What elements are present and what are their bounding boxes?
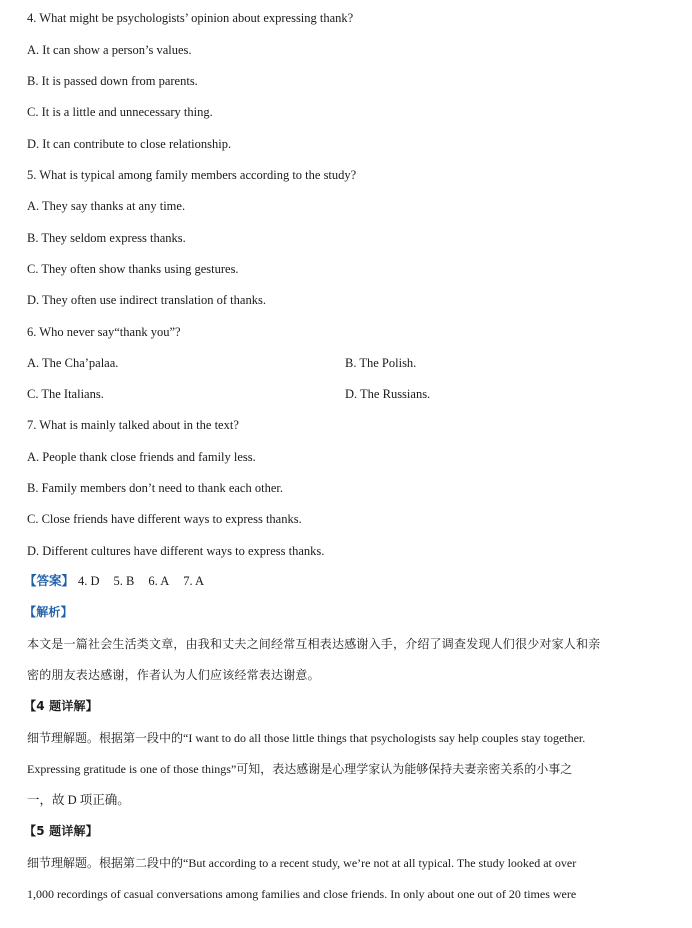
answer-tag: 【答案】: [24, 574, 75, 588]
q4-option-b: B. It is passed down from parents.: [27, 74, 198, 88]
q5-option-b: B. They seldom express thanks.: [27, 231, 186, 245]
detail-4-tag: 【4 题详解】: [24, 699, 98, 713]
q5-option-c: C. They often show thanks using gestures.: [27, 262, 239, 276]
q7-option-c: C. Close friends have different ways to express thanks.: [27, 512, 302, 526]
answer-6: 6. A: [148, 574, 170, 588]
question-6: 6. Who never say“thank you”?: [27, 325, 181, 339]
q6-option-b: B. The Polish.: [345, 356, 417, 370]
detail-4-line-1: 细节理解题。根据第一段中的“I want to do all those little things that psychologists say help couples stay together.: [27, 731, 586, 745]
answer-5: 5. B: [113, 574, 135, 588]
q4-option-c: C. It is a little and unnecessary thing.: [27, 105, 213, 119]
analysis-line-2: 密的朋友表达感谢，作者认为人们应该经常表达谢意。: [27, 668, 320, 682]
detail-5-tag: 【5 题详解】: [24, 824, 98, 838]
question-7: 7. What is mainly talked about in the text?: [27, 418, 239, 432]
detail-5-line-1: 细节理解题。根据第二段中的“But according to a recent study, we’re not at all typical. The study looked at over: [27, 856, 577, 870]
answer-line: [24, 573, 218, 589]
q6-option-a: A. The Cha’palaa.: [27, 356, 119, 370]
detail-4-line-2: Expressing gratitude is one of those things”可知，表达感谢是心理学家认为能够保持夫妻亲密关系的小事之: [27, 762, 573, 776]
analysis-tag: 【解析】: [24, 605, 73, 619]
q4-option-a: A. It can show a person’s values.: [27, 43, 192, 57]
q5-option-a: A. They say thanks at any time.: [27, 199, 186, 213]
q7-option-d: D. Different cultures have different ways to express thanks.: [27, 544, 325, 558]
detail-4-line-3: 一，故 D 项正确。: [27, 793, 130, 807]
analysis-line-1: 本文是一篇社会生活类文章，由我和丈夫之间经常互相表达感谢入手，介绍了调查发现人们很少对家人和亲: [27, 637, 601, 651]
q4-option-d: D. It can contribute to close relationship.: [27, 137, 232, 151]
q6-option-d: D. The Russians.: [345, 387, 431, 401]
answer-7: 7. A: [183, 574, 205, 588]
q5-option-d: D. They often use indirect translation of thanks.: [27, 293, 266, 307]
detail-5-line-2: 1,000 recordings of casual conversations among families and close friends. In only about one out of 20 times were: [27, 887, 577, 901]
q6-option-c: C. The Italians.: [27, 387, 104, 401]
q7-option-a: A. People thank close friends and family less.: [27, 450, 256, 464]
question-4: 4. What might be psychologists’ opinion about expressing thank?: [27, 11, 354, 25]
question-5: 5. What is typical among family members according to the study?: [27, 168, 357, 182]
answer-4: 4. D: [78, 574, 100, 588]
q7-option-b: B. Family members don’t need to thank each other.: [27, 481, 283, 495]
